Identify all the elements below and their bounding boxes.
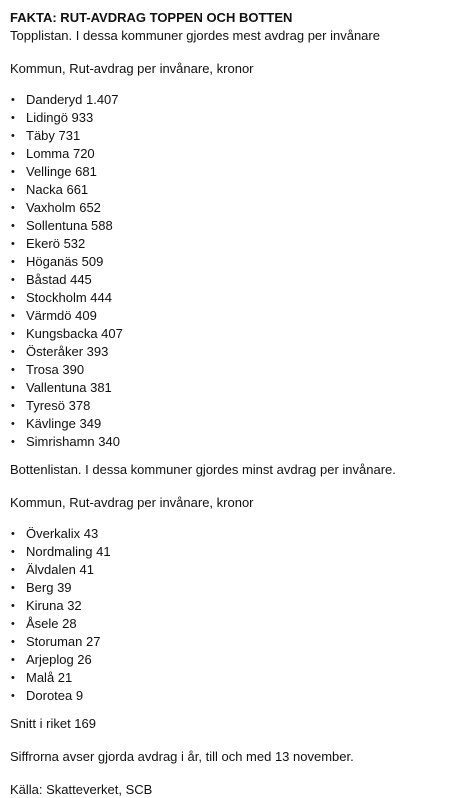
list-item	[10, 217, 442, 235]
list-item-text: Stockholm 444	[26, 290, 112, 305]
list-item	[10, 253, 442, 271]
list-item-text: Nacka 661	[26, 182, 89, 197]
list-item	[10, 579, 442, 597]
footnote: Siffrorna avser gjorda avdrag i år, till och med 13 november.	[10, 749, 354, 764]
list-item-text: Täby 731	[26, 128, 81, 143]
bullet-icon: •	[11, 546, 15, 558]
list-item	[10, 687, 442, 705]
bullet-icon: •	[11, 672, 15, 684]
list-item	[10, 289, 442, 307]
top-list-intro: Topplistan. I dessa kommuner gjordes mest avdrag per invånare	[10, 28, 380, 43]
bullet-icon: •	[11, 202, 15, 214]
list-item-text: Simrishamn 340	[26, 434, 120, 449]
list-item-text: Överkalix 43	[26, 526, 99, 541]
list-item	[10, 397, 442, 415]
list-item	[10, 199, 442, 217]
bullet-icon: •	[11, 690, 15, 702]
list-item	[10, 235, 442, 253]
bullet-icon: •	[11, 636, 15, 648]
list-item	[10, 127, 442, 145]
fact-title: FAKTA: RUT-AVDRAG TOPPEN OCH BOTTEN	[10, 10, 293, 25]
bullet-icon: •	[11, 328, 15, 340]
list-item-text: Vellinge 681	[26, 164, 97, 179]
bullet-icon: •	[11, 564, 15, 576]
list-item-text: Nordmaling 41	[26, 544, 111, 559]
bottom-list-intro: Bottenlistan. I dessa kommuner gjordes minst avdrag per invånare.	[10, 462, 396, 477]
bullet-icon: •	[11, 220, 15, 232]
list-item-text: Värmdö 409	[26, 308, 97, 323]
list-item	[10, 615, 442, 633]
list-item-text: Kävlinge 349	[26, 416, 102, 431]
list-item	[10, 181, 442, 199]
list-item-text: Båstad 445	[26, 272, 92, 287]
national-average: Snitt i riket 169	[10, 716, 96, 731]
bullet-icon: •	[11, 346, 15, 358]
list-item-text: Storuman 27	[26, 634, 101, 649]
list-item	[10, 145, 442, 163]
bullet-icon: •	[11, 528, 15, 540]
list-item	[10, 415, 442, 433]
list-item	[10, 651, 442, 669]
list-item	[10, 633, 442, 651]
list-item	[10, 163, 442, 181]
list-item-text: Lomma 720	[26, 146, 95, 161]
list-item-text: Höganäs 509	[26, 254, 104, 269]
list-item-text: Vaxholm 652	[26, 200, 101, 215]
top-list	[10, 91, 442, 451]
bullet-icon: •	[11, 364, 15, 376]
list-item	[10, 543, 442, 561]
bullet-icon: •	[11, 418, 15, 430]
bullet-icon: •	[11, 256, 15, 268]
list-item-text: Danderyd 1.407	[26, 92, 119, 107]
bullet-icon: •	[11, 400, 15, 412]
bullet-icon: •	[11, 600, 15, 612]
list-item	[10, 597, 442, 615]
bullet-icon: •	[11, 310, 15, 322]
bullet-icon: •	[11, 238, 15, 250]
list-item-text: Lidingö 933	[26, 110, 94, 125]
list-item	[10, 525, 442, 543]
source-line: Källa: Skatteverket, SCB	[10, 782, 153, 797]
list-item-text: Älvdalen 41	[26, 562, 94, 577]
list-item-text: Trosa 390	[26, 362, 85, 377]
bullet-icon: •	[11, 112, 15, 124]
list-item-text: Sollentuna 588	[26, 218, 113, 233]
list-item-text: Tyresö 378	[26, 398, 91, 413]
bullet-icon: •	[11, 130, 15, 142]
list-item	[10, 325, 442, 343]
list-item-text: Österåker 393	[26, 344, 109, 359]
list-item	[10, 433, 442, 451]
bullet-icon: •	[11, 436, 15, 448]
list-item-text: Berg 39	[26, 580, 72, 595]
list-item-text: Vallentuna 381	[26, 380, 112, 395]
bottom-list	[10, 525, 442, 705]
list-item	[10, 379, 442, 397]
list-item	[10, 271, 442, 289]
list-item-text: Malå 21	[26, 670, 73, 685]
bullet-icon: •	[11, 274, 15, 286]
list-item	[10, 109, 442, 127]
list-item-text: Arjeplog 26	[26, 652, 92, 667]
bullet-icon: •	[11, 166, 15, 178]
list-item	[10, 361, 442, 379]
list-item	[10, 91, 442, 109]
list-item	[10, 669, 442, 687]
top-list-header: Kommun, Rut-avdrag per invånare, kronor	[10, 61, 254, 76]
list-item	[10, 307, 442, 325]
bullet-icon: •	[11, 292, 15, 304]
bullet-icon: •	[11, 382, 15, 394]
bullet-icon: •	[11, 184, 15, 196]
bullet-icon: •	[11, 582, 15, 594]
list-item-text: Dorotea 9	[26, 688, 84, 703]
bullet-icon: •	[11, 618, 15, 630]
bullet-icon: •	[11, 148, 15, 160]
bottom-list-header: Kommun, Rut-avdrag per invånare, kronor	[10, 495, 254, 510]
list-item	[10, 343, 442, 361]
list-item-text: Kiruna 32	[26, 598, 82, 613]
list-item-text: Åsele 28	[26, 616, 77, 631]
bullet-icon: •	[11, 94, 15, 106]
list-item-text: Ekerö 532	[26, 236, 86, 251]
list-item-text: Kungsbacka 407	[26, 326, 123, 341]
bullet-icon: •	[11, 654, 15, 666]
list-item	[10, 561, 442, 579]
